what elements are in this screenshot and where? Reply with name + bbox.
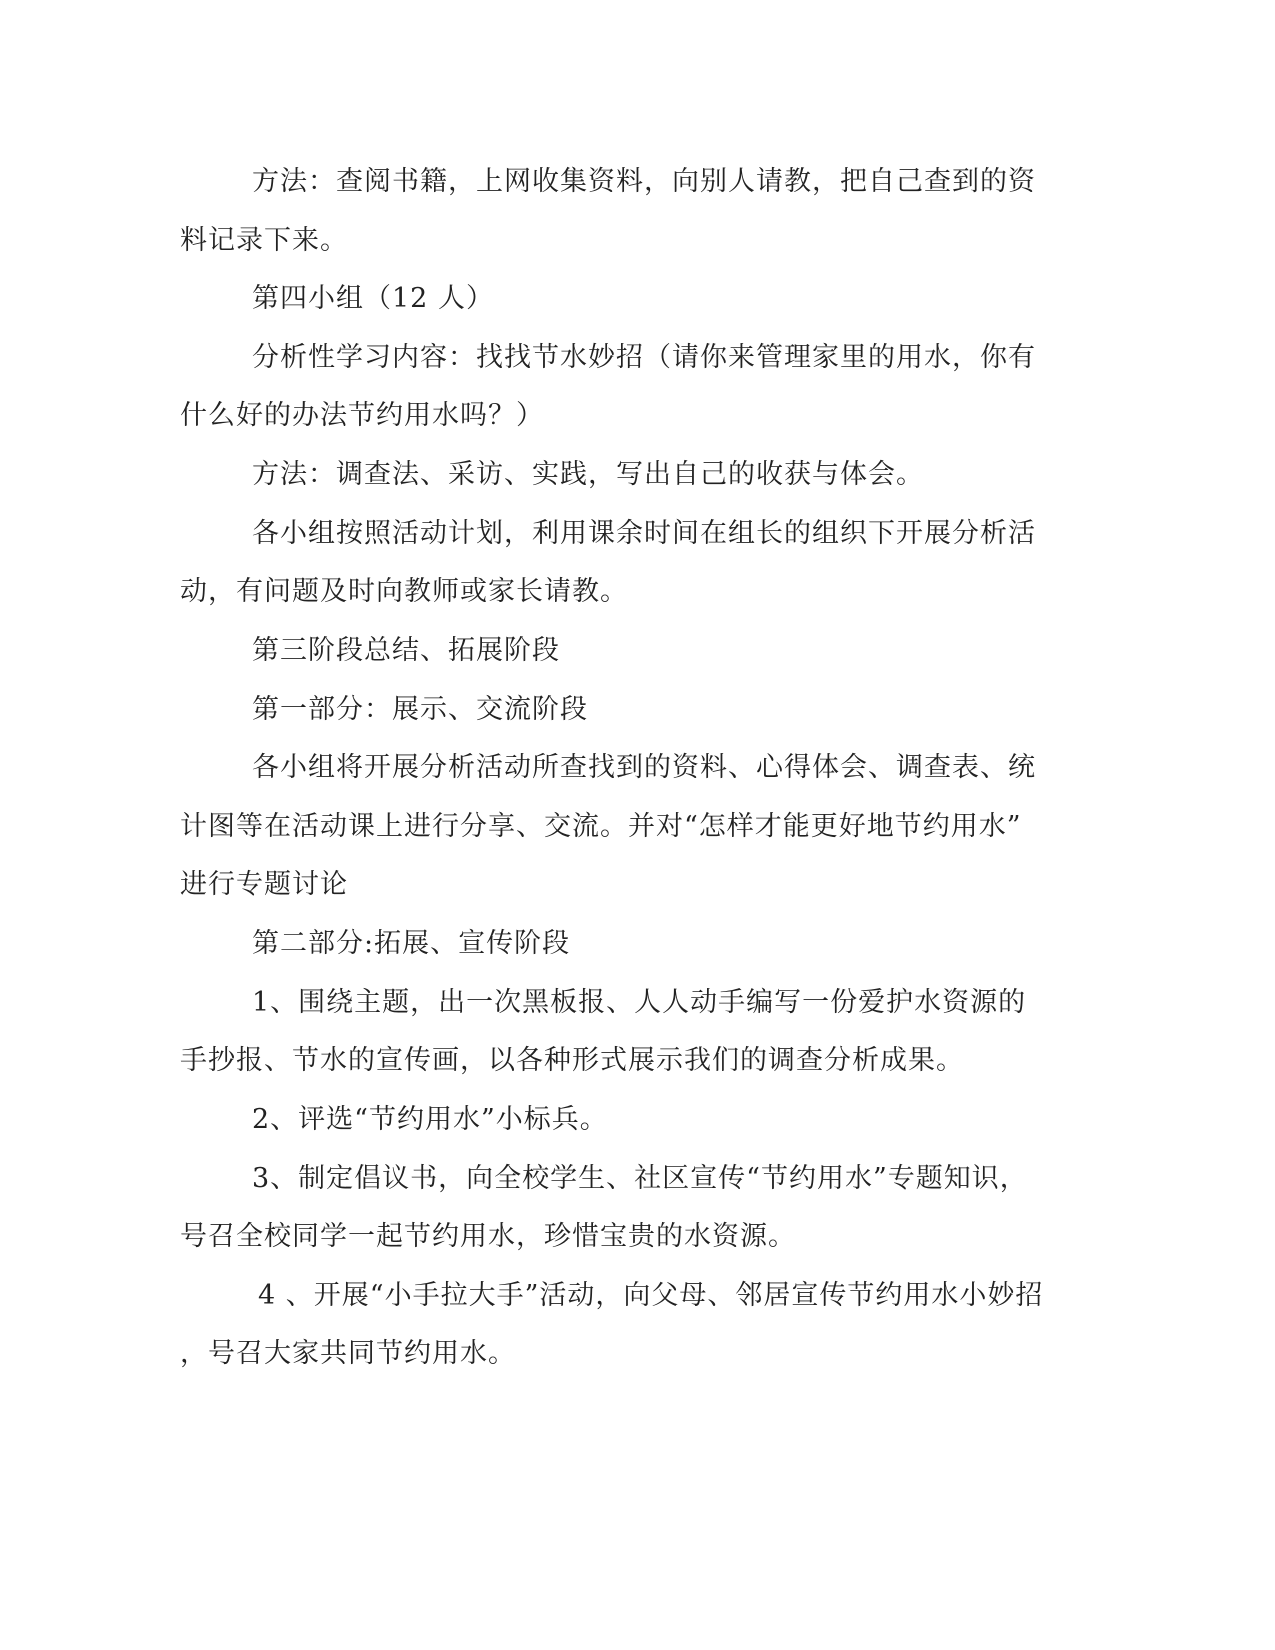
text-line: 第四小组（12 人） [252, 283, 494, 314]
text-line: 方法：查阅书籍，上网收集资料，向别人请教，把自己查到的资 [252, 166, 1036, 197]
text-line: ，号召大家共同节约用水。 [180, 1338, 516, 1369]
text-line: 动，有问题及时向教师或家长请教。 [180, 576, 628, 607]
text-line: 进行专题讨论 [180, 869, 348, 900]
list-item: 3、制定倡议书，向全校学生、社区宣传“节约用水”专题知识， [252, 1163, 1028, 1194]
text-line: 手抄报、节水的宣传画，以各种形式展示我们的调查分析成果。 [180, 1045, 964, 1076]
list-item: 1、围绕主题，出一次黑板报、人人动手编写一份爱护水资源的 [252, 987, 1027, 1018]
section-heading: 第三阶段总结、拓展阶段 [252, 635, 560, 666]
section-heading: 第二部分:拓展、宣传阶段 [252, 928, 571, 959]
text-line: 各小组按照活动计划，利用课余时间在组长的组织下开展分析活 [252, 518, 1036, 549]
text-line: 分析性学习内容：找找节水妙招（请你来管理家里的用水，你有 [252, 342, 1036, 373]
text-line: 什么好的办法节约用水吗？） [180, 400, 544, 431]
text-line: 料记录下来。 [180, 225, 348, 256]
section-heading: 第一部分：展示、交流阶段 [252, 694, 588, 725]
text-line: 号召全校同学一起节约用水，珍惜宝贵的水资源。 [180, 1221, 796, 1252]
text-line: 计图等在活动课上进行分享、交流。并对“怎样才能更好地节约用水” [180, 811, 1022, 842]
text-line: 方法：调查法、采访、实践，写出自己的收获与体会。 [252, 459, 924, 490]
list-item: 2、评选“节约用水”小标兵。 [252, 1104, 608, 1135]
text-line: 各小组将开展分析活动所查找到的资料、心得体会、调查表、统 [252, 752, 1036, 783]
list-item: 4 、开展“小手拉大手”活动，向父母、邻居宣传节约用水小妙招 [258, 1280, 1044, 1311]
